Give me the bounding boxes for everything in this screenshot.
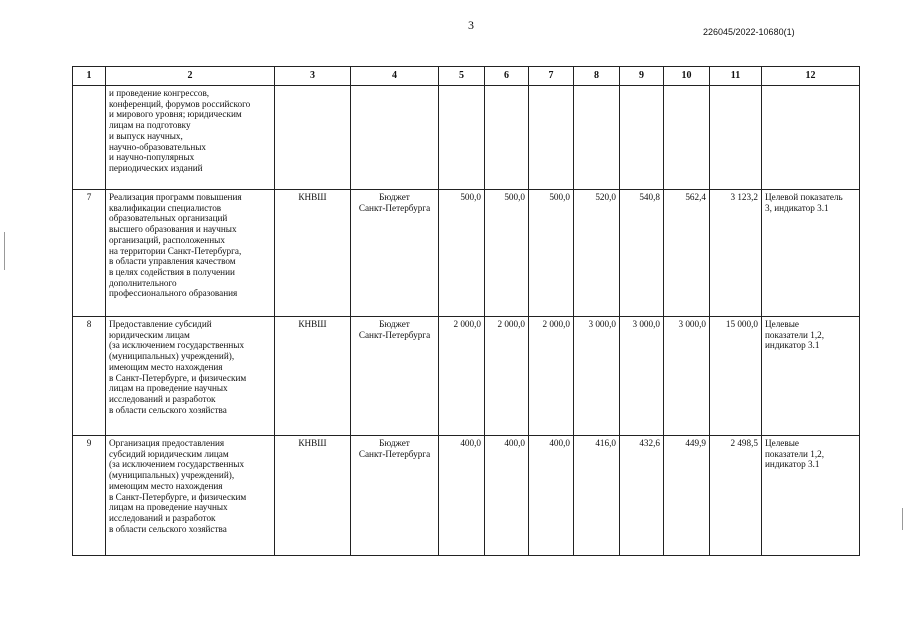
value-col-8 (574, 86, 620, 190)
value-col-8: 3 000,0 (574, 317, 620, 436)
executor: КНВШ (275, 436, 351, 556)
total-value: 3 123,2 (710, 190, 762, 317)
header-row (73, 67, 860, 86)
value-col-10: 449,9 (664, 436, 710, 556)
col-header-12: 12 (762, 67, 860, 86)
activity-name: Организация предоставления субсидий юридическим лицам (за исключением государственных (муниципальных) учреждений), имеющим место нахождения в Санкт-Петербурге, и физическим лицам на проведение научных исследований и разработок в области сельского хозяйства (106, 436, 275, 556)
row-number: 8 (73, 317, 106, 436)
value-col-7: 2 000,0 (529, 317, 574, 436)
target-indicator: Целевые показатели 1,2, индикатор 3.1 (762, 436, 860, 556)
row-number (73, 86, 106, 190)
executor: КНВШ (275, 190, 351, 317)
funding-source (351, 86, 439, 190)
page-number: 3 (468, 18, 474, 32)
value-col-6: 2 000,0 (485, 317, 529, 436)
value-col-8: 520,0 (574, 190, 620, 317)
scan-margin-mark (4, 232, 5, 270)
executor: КНВШ (275, 317, 351, 436)
value-col-5: 500,0 (439, 190, 485, 317)
value-col-6: 400,0 (485, 436, 529, 556)
activity-name: Реализация программ повышения квалификации специалистов образовательных организаций высшего образования и научных организаций, расположенных на территории Санкт-Петербурга, в области управления качеством в целях содействия в получении дополнительного профессионального образования (106, 190, 275, 317)
value-col-10: 562,4 (664, 190, 710, 317)
table-row (73, 317, 860, 436)
col-header-2: 2 (106, 67, 275, 86)
col-header-10: 10 (664, 67, 710, 86)
col-header-5: 5 (439, 67, 485, 86)
col-header-9: 9 (620, 67, 664, 86)
value-col-5: 2 000,0 (439, 317, 485, 436)
activity-name: Предоставление субсидий юридическим лицам (за исключением государственных (муниципальных) учреждений), имеющим место нахождения в Санкт-Петербурге, и физическим лицам на проведение научных исследований и разработок в области сельского хозяйства (106, 317, 275, 436)
total-value: 15 000,0 (710, 317, 762, 436)
funding-source: Бюджет Санкт-Петербурга (351, 317, 439, 436)
program-activities-table (72, 66, 860, 556)
document-id: 226045/2022-10680(1) (703, 27, 795, 37)
activity-name: и проведение конгрессов, конференций, форумов российского и мирового уровня; юридическим лицам на подготовку и выпуск научных, научно-образовательных и научно-популярных периодических изданий (106, 86, 275, 190)
value-col-9: 3 000,0 (620, 317, 664, 436)
table-row (73, 190, 860, 317)
table-row (73, 86, 860, 190)
total-value (710, 86, 762, 190)
value-col-7: 400,0 (529, 436, 574, 556)
target-indicator (762, 86, 860, 190)
col-header-1: 1 (73, 67, 106, 86)
funding-source: Бюджет Санкт-Петербурга (351, 190, 439, 317)
target-indicator: Целевые показатели 1,2, индикатор 3.1 (762, 317, 860, 436)
value-col-7 (529, 86, 574, 190)
col-header-4: 4 (351, 67, 439, 86)
col-header-8: 8 (574, 67, 620, 86)
value-col-9: 432,6 (620, 436, 664, 556)
value-col-9 (620, 86, 664, 190)
value-col-7: 500,0 (529, 190, 574, 317)
row-number: 7 (73, 190, 106, 317)
col-header-7: 7 (529, 67, 574, 86)
col-header-11: 11 (710, 67, 762, 86)
value-col-8: 416,0 (574, 436, 620, 556)
total-value: 2 498,5 (710, 436, 762, 556)
col-header-6: 6 (485, 67, 529, 86)
value-col-6 (485, 86, 529, 190)
value-col-5 (439, 86, 485, 190)
row-number: 9 (73, 436, 106, 556)
value-col-10: 3 000,0 (664, 317, 710, 436)
executor (275, 86, 351, 190)
col-header-3: 3 (275, 67, 351, 86)
value-col-10 (664, 86, 710, 190)
target-indicator: Целевой показатель 3, индикатор 3.1 (762, 190, 860, 317)
value-col-5: 400,0 (439, 436, 485, 556)
value-col-6: 500,0 (485, 190, 529, 317)
table-row (73, 436, 860, 556)
value-col-9: 540,8 (620, 190, 664, 317)
scan-margin-mark (902, 508, 903, 530)
funding-source: Бюджет Санкт-Петербурга (351, 436, 439, 556)
